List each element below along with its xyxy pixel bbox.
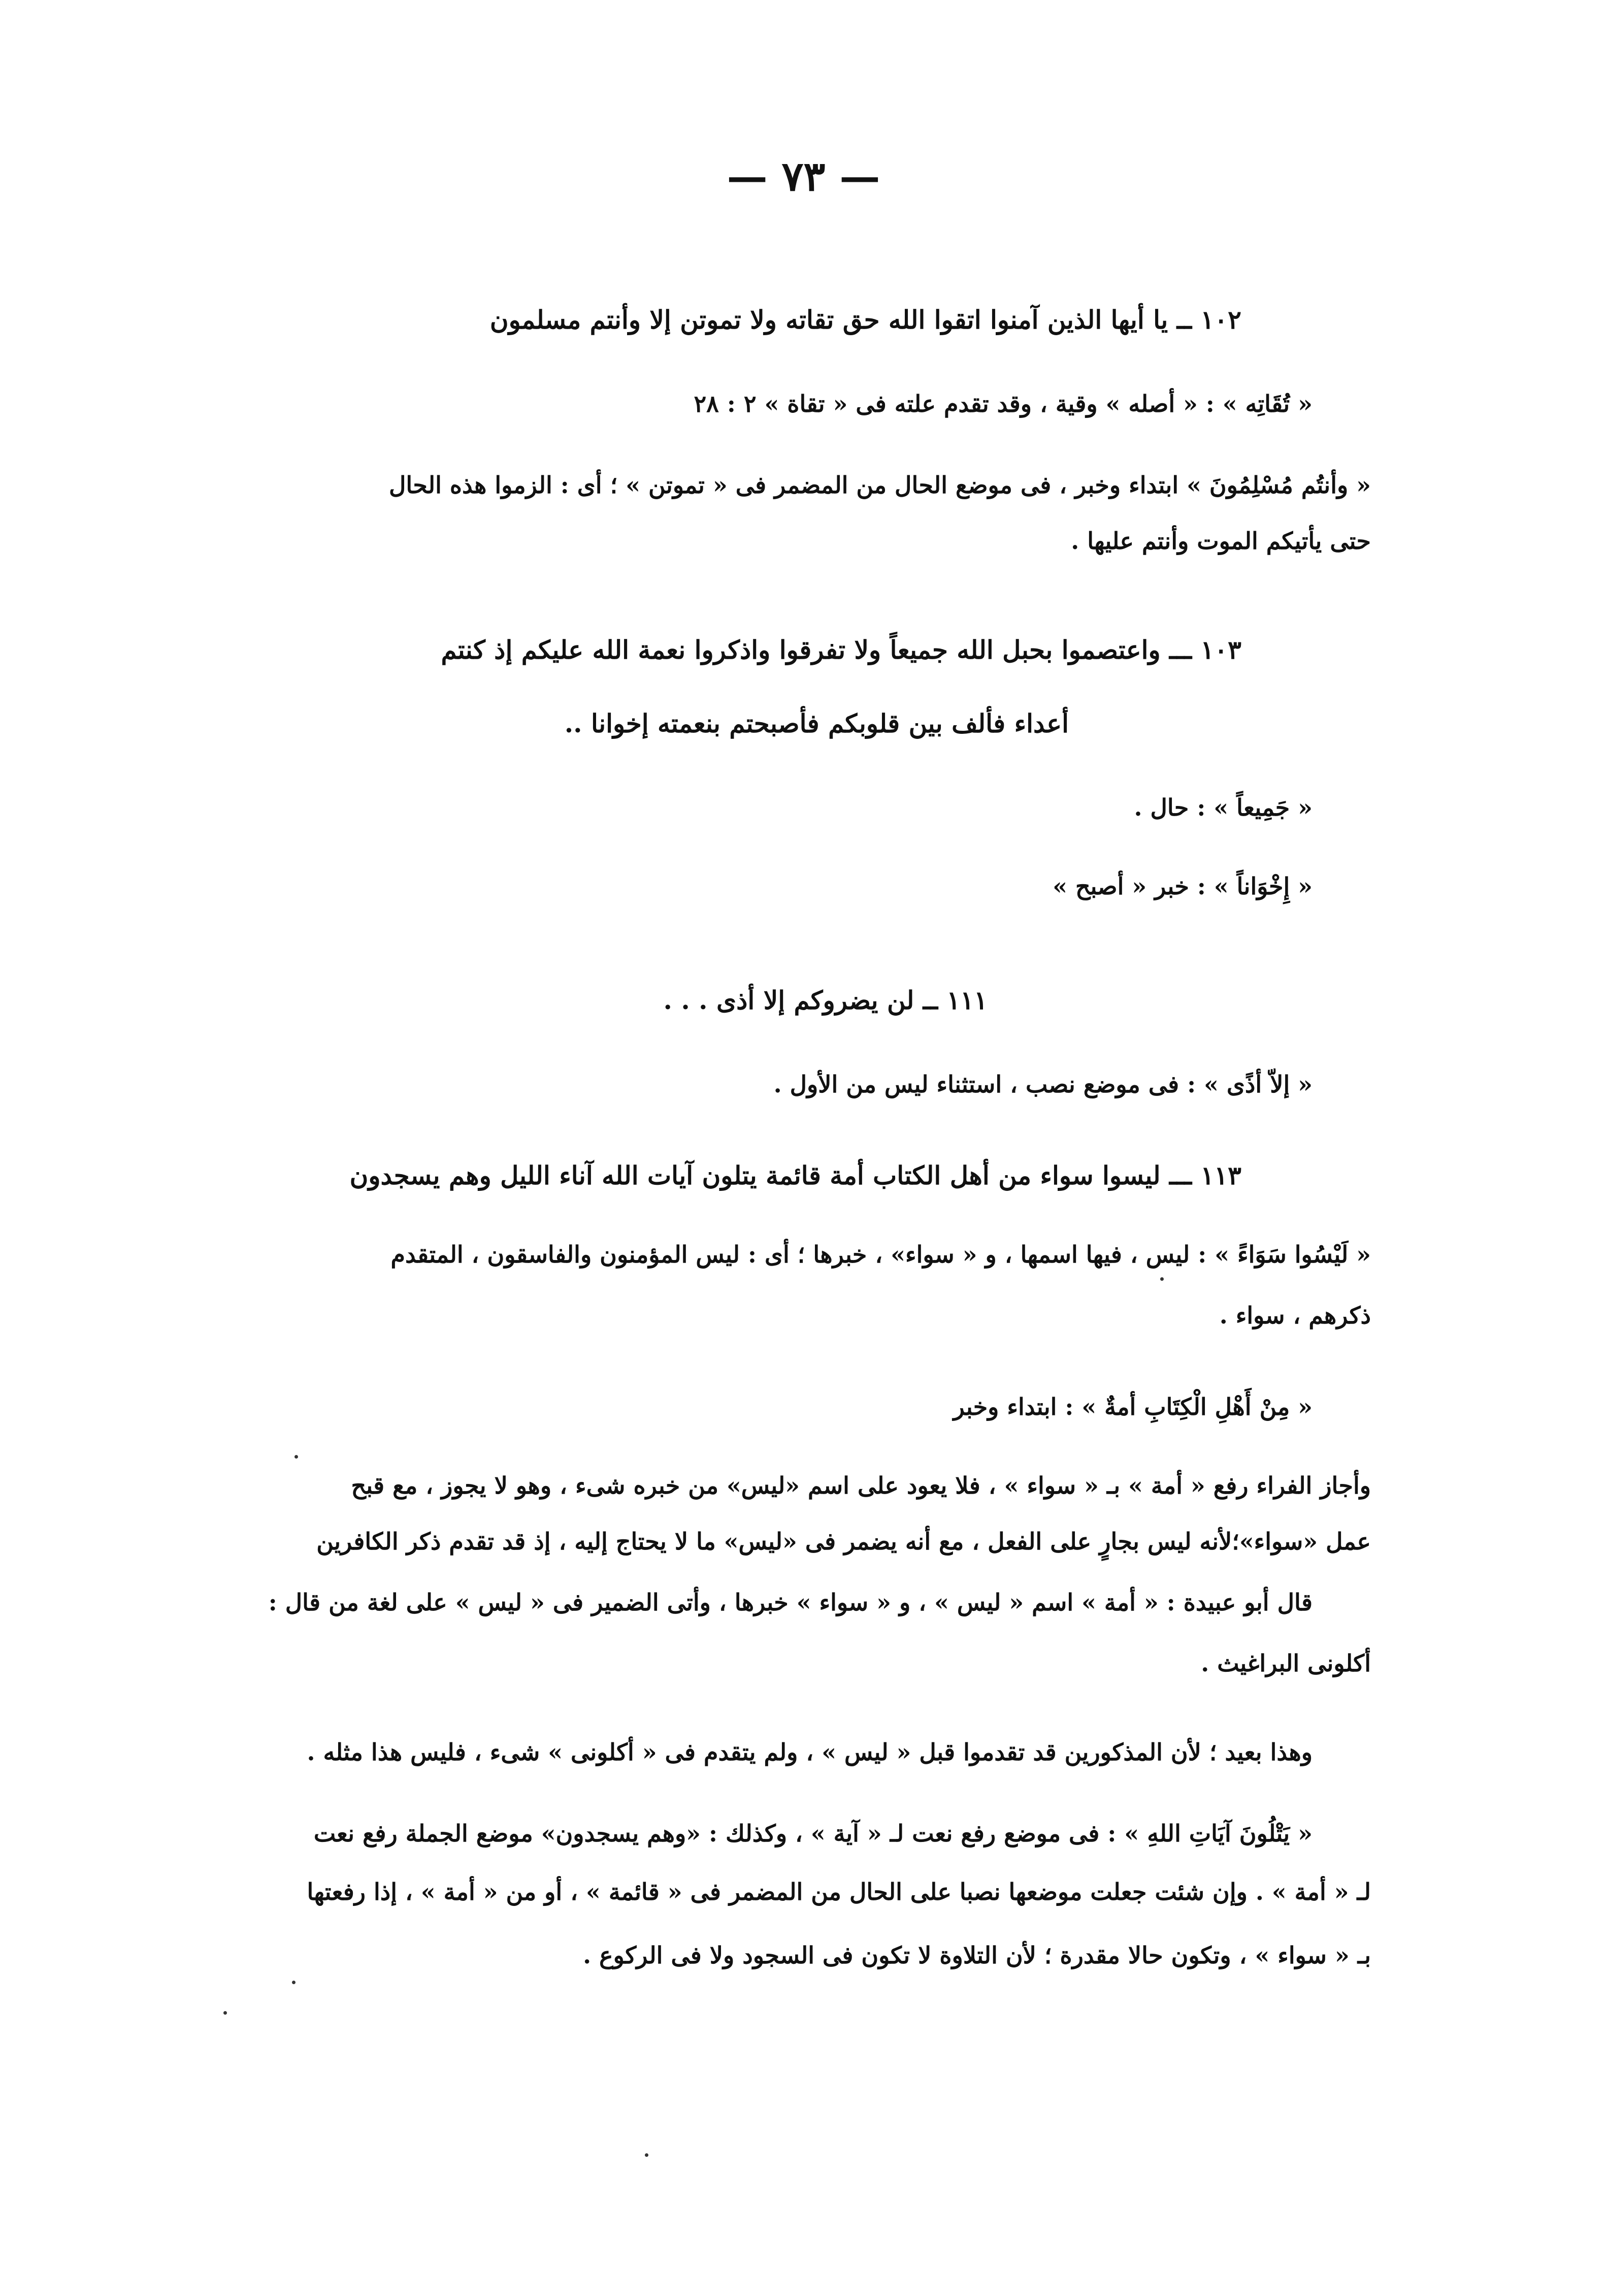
commentary-line: عمل «سواء»؛لأنه ليس بجارٍ على الفعل ، مع أنه يضمر فى «ليس» ما لا يحتاج إليه ، إذ قد تقدم ذكر الكافرين — [316, 1528, 1371, 1555]
scan-speck — [223, 2011, 227, 2015]
commentary-line: ذكرهم ، سواء . — [1219, 1302, 1371, 1329]
scan-speck — [1160, 1277, 1164, 1281]
page-number: — ٧٣ — — [727, 152, 880, 200]
scan-speck — [294, 1455, 298, 1459]
commentary-line: « تُقَاتِه » : « أصله » وقية ، وقد تقدم علته فى « تقاة » ٢ : ٢٨ — [694, 390, 1313, 417]
verse-102: ١٠٢ ــ يا أيها الذين آمنوا اتقوا الله حق تقاته ولا تموتن إلا وأنتم مسلمون — [489, 305, 1241, 335]
commentary-line: وهذا بعيد ؛ لأن المذكورين قد تقدموا قبل « ليس » ، ولم يتقدم فى « أكلونى » شىء ، فليس هذا مثله . — [307, 1738, 1313, 1766]
commentary-line: قال أبو عبيدة : « أمة » اسم « ليس » ، و « سواء » خبرها ، وأتى الضمير فى « ليس » على لغة من قال : — [268, 1589, 1313, 1616]
scan-speck — [292, 1981, 296, 1984]
commentary-line: « لَيْسُوا سَوَاءً » : ليس ، فيها اسمها ، و « سواء» ، خبرها ؛ أى : ليس المؤمنون والفاسقون ، المتقدم — [390, 1241, 1371, 1268]
commentary-line: « يَتْلُونَ آيَاتِ اللهِ » : فى موضع رفع نعت لـ « آية » ، وكذلك : «وهم يسجدون» موضع الجملة رفع نعت — [313, 1820, 1313, 1847]
verse-103-line-2: أعداء فألف بين قلوبكم فأصبحتم بنعمته إخوانا .. — [564, 708, 1069, 738]
verse-111: ١١١ ــ لن يضروكم إلا أذى . . . — [663, 985, 988, 1015]
commentary-line: « إلاّ أذًى » : فى موضع نصب ، استثناء ليس من الأول . — [773, 1071, 1313, 1098]
verse-103-line-1: ١٠٣ ـــ واعتصموا بحبل الله جميعاً ولا تفرقوا واذكروا نعمة الله عليكم إذ كنتم — [441, 635, 1241, 665]
commentary-line: بـ « سواء » ، وتكون حالا مقدرة ؛ لأن التلاوة لا تكون فى السجود ولا فى الركوع . — [583, 1942, 1371, 1969]
commentary-line: لـ « أمة » . وإن شئت جعلت موضعها نصبا على الحال من المضمر فى « قائمة » ، أو من « أمة » ، إذا رفعتها — [307, 1878, 1371, 1905]
scan-speck — [645, 2153, 648, 2157]
commentary-line: أكلونى البراغيث . — [1201, 1650, 1371, 1677]
commentary-line: « وأنتُم مُسْلِمُونَ » ابتداء وخبر ، فى موضع الحال من المضمر فى « تموتن » ؛ أى : الزموا هذه الحال — [388, 471, 1371, 499]
commentary-line: حتى يأتيكم الموت وأنتم عليها . — [1071, 527, 1371, 555]
commentary-line: « إِخْوَاناً » : خبر « أصبح » — [1053, 872, 1313, 900]
verse-113: ١١٣ ـــ ليسوا سواء من أهل الكتاب أمة قائمة يتلون آيات الله آناء الليل وهم يسجدون — [349, 1160, 1241, 1190]
commentary-line: « جَمِيعاً » : حال . — [1134, 794, 1313, 821]
commentary-line: وأجاز الفراء رفع « أمة » بـ « سواء » ، فلا يعود على اسم «ليس» من خبره شىء ، وهو لا يجوز ، مع قبح — [351, 1472, 1371, 1499]
commentary-line: « مِنْ أَهْلِ الْكِتَابِ أمةٌ » : ابتداء وخبر — [953, 1393, 1313, 1420]
